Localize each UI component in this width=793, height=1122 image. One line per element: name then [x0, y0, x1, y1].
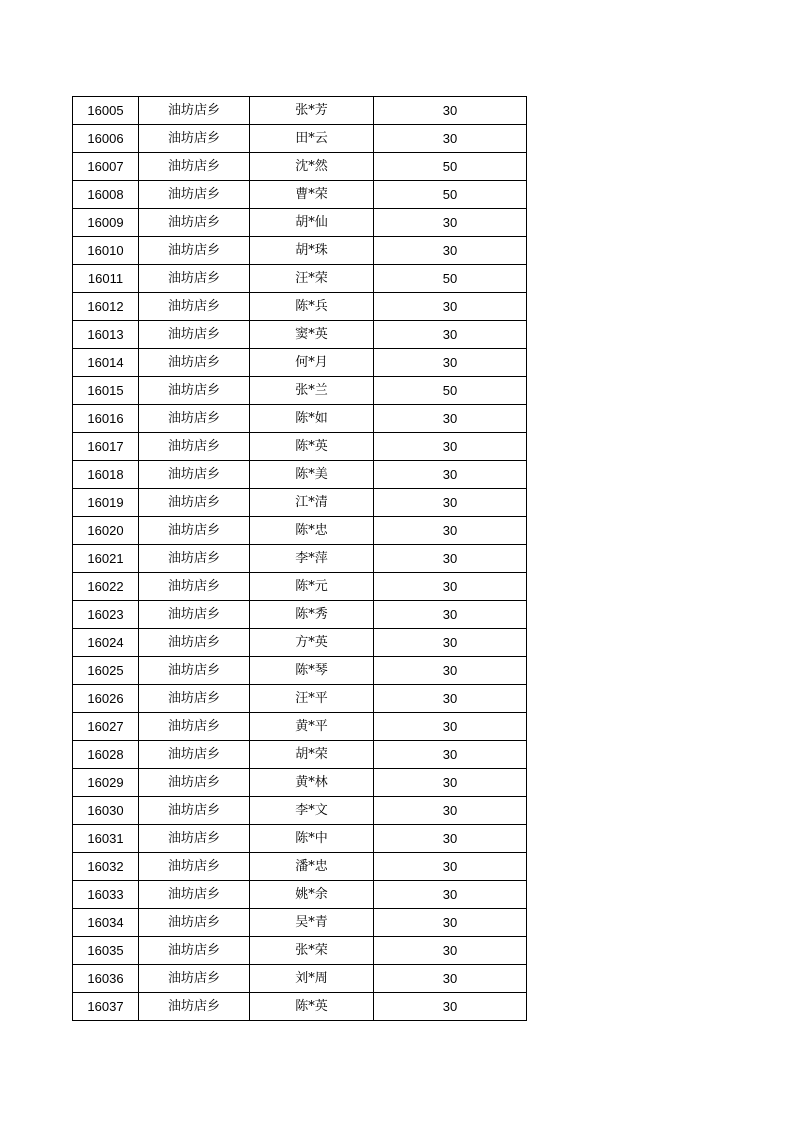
- person-name-cell: 黄*平: [250, 713, 374, 741]
- record-id-cell: 16010: [73, 237, 139, 265]
- village-cell: 油坊店乡: [139, 349, 250, 377]
- village-cell: 油坊店乡: [139, 993, 250, 1021]
- village-cell: 油坊店乡: [139, 629, 250, 657]
- amount-cell: 30: [374, 573, 527, 601]
- record-id-cell: 16006: [73, 125, 139, 153]
- amount-cell: 30: [374, 881, 527, 909]
- table-row: [73, 937, 527, 965]
- record-id-cell: 16008: [73, 181, 139, 209]
- record-id-cell: 16027: [73, 713, 139, 741]
- record-id-cell: 16035: [73, 937, 139, 965]
- village-cell: 油坊店乡: [139, 377, 250, 405]
- amount-cell: 30: [374, 741, 527, 769]
- village-cell: 油坊店乡: [139, 461, 250, 489]
- table-row: [73, 713, 527, 741]
- amount-cell: 30: [374, 461, 527, 489]
- table-row: [73, 965, 527, 993]
- amount-cell: 30: [374, 405, 527, 433]
- table-row: [73, 237, 527, 265]
- record-id-cell: 16033: [73, 881, 139, 909]
- amount-cell: 30: [374, 909, 527, 937]
- person-name-cell: 胡*仙: [250, 209, 374, 237]
- amount-cell: 30: [374, 321, 527, 349]
- village-cell: 油坊店乡: [139, 153, 250, 181]
- record-id-cell: 16025: [73, 657, 139, 685]
- person-name-cell: 黄*林: [250, 769, 374, 797]
- person-name-cell: 胡*荣: [250, 741, 374, 769]
- table-row: [73, 517, 527, 545]
- table-row: [73, 293, 527, 321]
- table-row: [73, 825, 527, 853]
- amount-cell: 30: [374, 517, 527, 545]
- village-cell: 油坊店乡: [139, 685, 250, 713]
- village-cell: 油坊店乡: [139, 853, 250, 881]
- village-cell: 油坊店乡: [139, 573, 250, 601]
- person-name-cell: 陈*琴: [250, 657, 374, 685]
- person-name-cell: 刘*周: [250, 965, 374, 993]
- table-row: [73, 797, 527, 825]
- person-name-cell: 沈*然: [250, 153, 374, 181]
- record-id-cell: 16023: [73, 601, 139, 629]
- amount-cell: 50: [374, 377, 527, 405]
- record-id-cell: 16037: [73, 993, 139, 1021]
- record-id-cell: 16005: [73, 97, 139, 125]
- table-row: [73, 909, 527, 937]
- person-name-cell: 陈*美: [250, 461, 374, 489]
- amount-cell: 30: [374, 825, 527, 853]
- amount-cell: 50: [374, 153, 527, 181]
- record-id-cell: 16013: [73, 321, 139, 349]
- village-cell: 油坊店乡: [139, 601, 250, 629]
- person-name-cell: 吴*青: [250, 909, 374, 937]
- village-cell: 油坊店乡: [139, 125, 250, 153]
- record-id-cell: 16021: [73, 545, 139, 573]
- record-id-cell: 16031: [73, 825, 139, 853]
- person-name-cell: 张*荣: [250, 937, 374, 965]
- amount-cell: 30: [374, 489, 527, 517]
- person-name-cell: 曹*荣: [250, 181, 374, 209]
- record-id-cell: 16016: [73, 405, 139, 433]
- person-name-cell: 何*月: [250, 349, 374, 377]
- table-row: [73, 629, 527, 657]
- table-row: [73, 265, 527, 293]
- amount-cell: 30: [374, 993, 527, 1021]
- village-cell: 油坊店乡: [139, 937, 250, 965]
- village-cell: 油坊店乡: [139, 797, 250, 825]
- record-id-cell: 16018: [73, 461, 139, 489]
- table-row: [73, 349, 527, 377]
- table-row: [73, 657, 527, 685]
- table-row: [73, 685, 527, 713]
- record-id-cell: 16012: [73, 293, 139, 321]
- village-cell: 油坊店乡: [139, 237, 250, 265]
- roster-table: [72, 96, 527, 1021]
- amount-cell: 30: [374, 965, 527, 993]
- table-row: [73, 321, 527, 349]
- village-cell: 油坊店乡: [139, 545, 250, 573]
- table-row: [73, 181, 527, 209]
- person-name-cell: 李*文: [250, 797, 374, 825]
- village-cell: 油坊店乡: [139, 321, 250, 349]
- record-id-cell: 16007: [73, 153, 139, 181]
- person-name-cell: 李*萍: [250, 545, 374, 573]
- record-id-cell: 16022: [73, 573, 139, 601]
- table-row: [73, 881, 527, 909]
- person-name-cell: 陈*中: [250, 825, 374, 853]
- table-row: [73, 461, 527, 489]
- table-row: [73, 993, 527, 1021]
- person-name-cell: 陈*如: [250, 405, 374, 433]
- amount-cell: 30: [374, 601, 527, 629]
- amount-cell: 30: [374, 125, 527, 153]
- record-id-cell: 16028: [73, 741, 139, 769]
- person-name-cell: 陈*元: [250, 573, 374, 601]
- table-row: [73, 209, 527, 237]
- record-id-cell: 16032: [73, 853, 139, 881]
- amount-cell: 30: [374, 293, 527, 321]
- village-cell: 油坊店乡: [139, 265, 250, 293]
- village-cell: 油坊店乡: [139, 909, 250, 937]
- person-name-cell: 陈*忠: [250, 517, 374, 545]
- table-row: [73, 433, 527, 461]
- person-name-cell: 窦*英: [250, 321, 374, 349]
- amount-cell: 50: [374, 265, 527, 293]
- amount-cell: 30: [374, 433, 527, 461]
- person-name-cell: 张*芳: [250, 97, 374, 125]
- table-row: [73, 545, 527, 573]
- amount-cell: 30: [374, 713, 527, 741]
- amount-cell: 30: [374, 937, 527, 965]
- village-cell: 油坊店乡: [139, 741, 250, 769]
- record-id-cell: 16009: [73, 209, 139, 237]
- village-cell: 油坊店乡: [139, 769, 250, 797]
- amount-cell: 30: [374, 769, 527, 797]
- record-id-cell: 16020: [73, 517, 139, 545]
- record-id-cell: 16036: [73, 965, 139, 993]
- amount-cell: 30: [374, 657, 527, 685]
- table-row: [73, 405, 527, 433]
- person-name-cell: 江*清: [250, 489, 374, 517]
- village-cell: 油坊店乡: [139, 293, 250, 321]
- village-cell: 油坊店乡: [139, 209, 250, 237]
- record-id-cell: 16034: [73, 909, 139, 937]
- table-row: [73, 97, 527, 125]
- village-cell: 油坊店乡: [139, 657, 250, 685]
- amount-cell: 30: [374, 685, 527, 713]
- person-name-cell: 方*英: [250, 629, 374, 657]
- village-cell: 油坊店乡: [139, 489, 250, 517]
- amount-cell: 50: [374, 181, 527, 209]
- table-row: [73, 573, 527, 601]
- village-cell: 油坊店乡: [139, 517, 250, 545]
- table-row: [73, 125, 527, 153]
- person-name-cell: 陈*英: [250, 993, 374, 1021]
- table-row: [73, 601, 527, 629]
- person-name-cell: 汪*平: [250, 685, 374, 713]
- village-cell: 油坊店乡: [139, 433, 250, 461]
- table-row: [73, 153, 527, 181]
- amount-cell: 30: [374, 545, 527, 573]
- record-id-cell: 16029: [73, 769, 139, 797]
- record-id-cell: 16011: [73, 265, 139, 293]
- record-id-cell: 16030: [73, 797, 139, 825]
- amount-cell: 30: [374, 209, 527, 237]
- person-name-cell: 陈*秀: [250, 601, 374, 629]
- person-name-cell: 陈*英: [250, 433, 374, 461]
- village-cell: 油坊店乡: [139, 97, 250, 125]
- amount-cell: 30: [374, 797, 527, 825]
- village-cell: 油坊店乡: [139, 713, 250, 741]
- table-row: [73, 769, 527, 797]
- record-id-cell: 16024: [73, 629, 139, 657]
- person-name-cell: 胡*珠: [250, 237, 374, 265]
- person-name-cell: 潘*忠: [250, 853, 374, 881]
- person-name-cell: 汪*荣: [250, 265, 374, 293]
- record-id-cell: 16017: [73, 433, 139, 461]
- village-cell: 油坊店乡: [139, 405, 250, 433]
- village-cell: 油坊店乡: [139, 881, 250, 909]
- amount-cell: 30: [374, 237, 527, 265]
- person-name-cell: 田*云: [250, 125, 374, 153]
- record-id-cell: 16019: [73, 489, 139, 517]
- amount-cell: 30: [374, 97, 527, 125]
- village-cell: 油坊店乡: [139, 965, 250, 993]
- amount-cell: 30: [374, 629, 527, 657]
- table-row: [73, 853, 527, 881]
- record-id-cell: 16015: [73, 377, 139, 405]
- table-row: [73, 377, 527, 405]
- amount-cell: 30: [374, 853, 527, 881]
- village-cell: 油坊店乡: [139, 825, 250, 853]
- village-cell: 油坊店乡: [139, 181, 250, 209]
- table-row: [73, 489, 527, 517]
- table-row: [73, 741, 527, 769]
- person-name-cell: 姚*余: [250, 881, 374, 909]
- person-name-cell: 陈*兵: [250, 293, 374, 321]
- roster-table-body: [73, 97, 527, 1021]
- record-id-cell: 16014: [73, 349, 139, 377]
- amount-cell: 30: [374, 349, 527, 377]
- record-id-cell: 16026: [73, 685, 139, 713]
- person-name-cell: 张*兰: [250, 377, 374, 405]
